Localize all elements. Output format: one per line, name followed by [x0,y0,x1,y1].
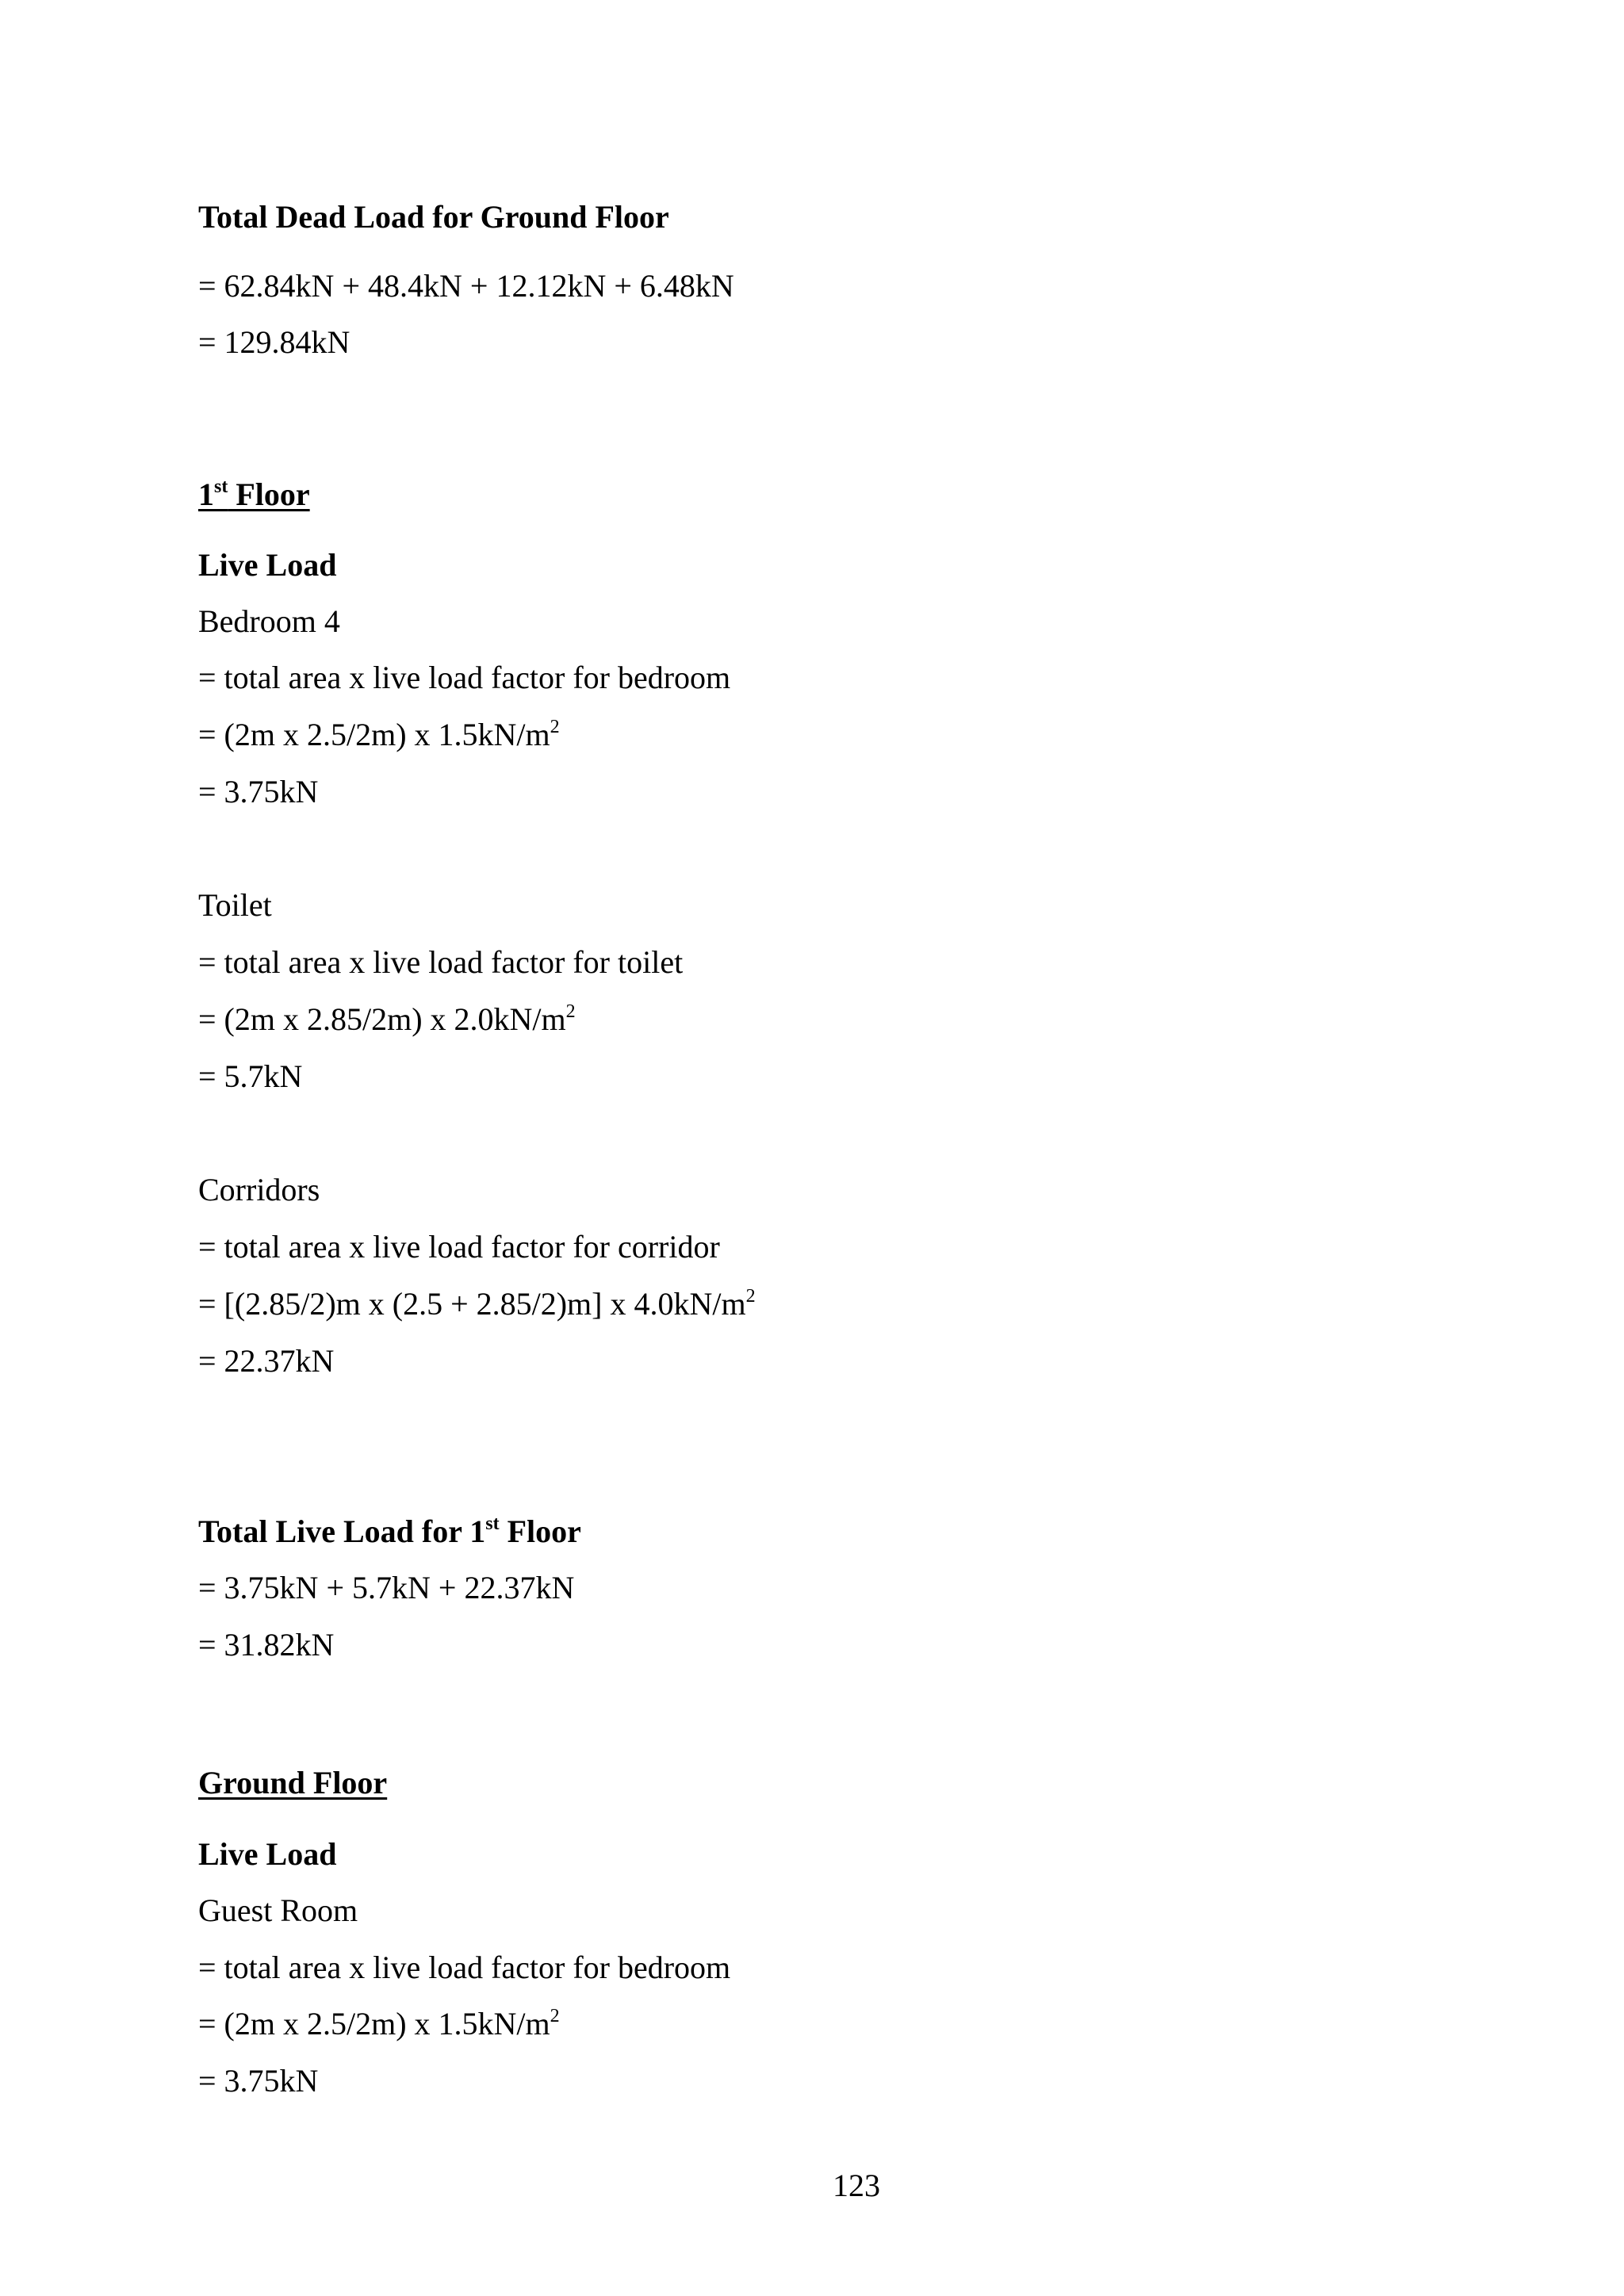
total-live-load-first-sum: = 3.75kN + 5.7kN + 22.37kN [198,1570,575,1605]
first-floor-heading-num: 1 [198,476,214,512]
guest-room-calc-text: = (2m x 2.5/2m) x 1.5kN/m [198,2006,550,2042]
toilet-calc-sup: 2 [565,1001,576,1022]
bedroom-result: = 3.75kN [198,774,319,809]
corridors-label: Corridors [198,1172,320,1207]
total-dead-load-ground-result: = 129.84kN [198,324,350,360]
bedroom-calc [198,717,560,753]
total-live-load-first-heading-sup: st [485,1513,500,1534]
first-floor-heading [198,476,310,513]
total-live-load-first-heading-pre: Total Live Load for 1 [198,1513,486,1549]
total-dead-load-ground-heading: Total Dead Load for Ground Floor [198,199,669,235]
corridors-result: = 22.37kN [198,1343,335,1379]
corridors-calc [198,1286,756,1322]
total-dead-load-ground-sum: = 62.84kN + 48.4kN + 12.12kN + 6.48kN [198,268,734,304]
toilet-calc [198,1001,576,1038]
guest-room-calc [198,2006,560,2042]
page-number: 123 [833,2168,880,2203]
toilet-formula: = total area x live load factor for toilet [198,944,684,980]
total-live-load-first-heading-post: Floor [499,1513,581,1549]
toilet-calc-text: = (2m x 2.85/2m) x 2.0kN/m [198,1001,566,1037]
guest-room-formula: = total area x live load factor for bedroom [198,1950,731,1985]
total-live-load-first-result: = 31.82kN [198,1627,335,1663]
bedroom-calc-text: = (2m x 2.5/2m) x 1.5kN/m [198,717,550,752]
guest-room-result: = 3.75kN [198,2063,319,2099]
total-live-load-first-heading [198,1513,581,1550]
first-floor-heading-rest: Floor [228,476,310,512]
first-floor-heading-sup: st [214,476,228,497]
corridors-calc-text: = [(2.85/2)m x (2.5 + 2.85/2)m] x 4.0kN/m [198,1286,746,1322]
guest-room-calc-sup: 2 [550,2005,560,2026]
guest-room-label: Guest Room [198,1892,358,1928]
bedroom-formula: = total area x live load factor for bedroom [198,660,731,695]
bedroom-calc-sup: 2 [550,716,560,737]
toilet-result: = 5.7kN [198,1058,303,1094]
first-floor-live-load-heading: Live Load [198,547,337,583]
corridors-calc-sup: 2 [745,1285,756,1307]
ground-floor-live-load-heading: Live Load [198,1836,337,1872]
bedroom-label: Bedroom 4 [198,603,340,639]
toilet-label: Toilet [198,887,272,923]
corridors-formula: = total area x live load factor for corridor [198,1229,720,1265]
ground-floor-heading: Ground Floor [198,1765,388,1800]
